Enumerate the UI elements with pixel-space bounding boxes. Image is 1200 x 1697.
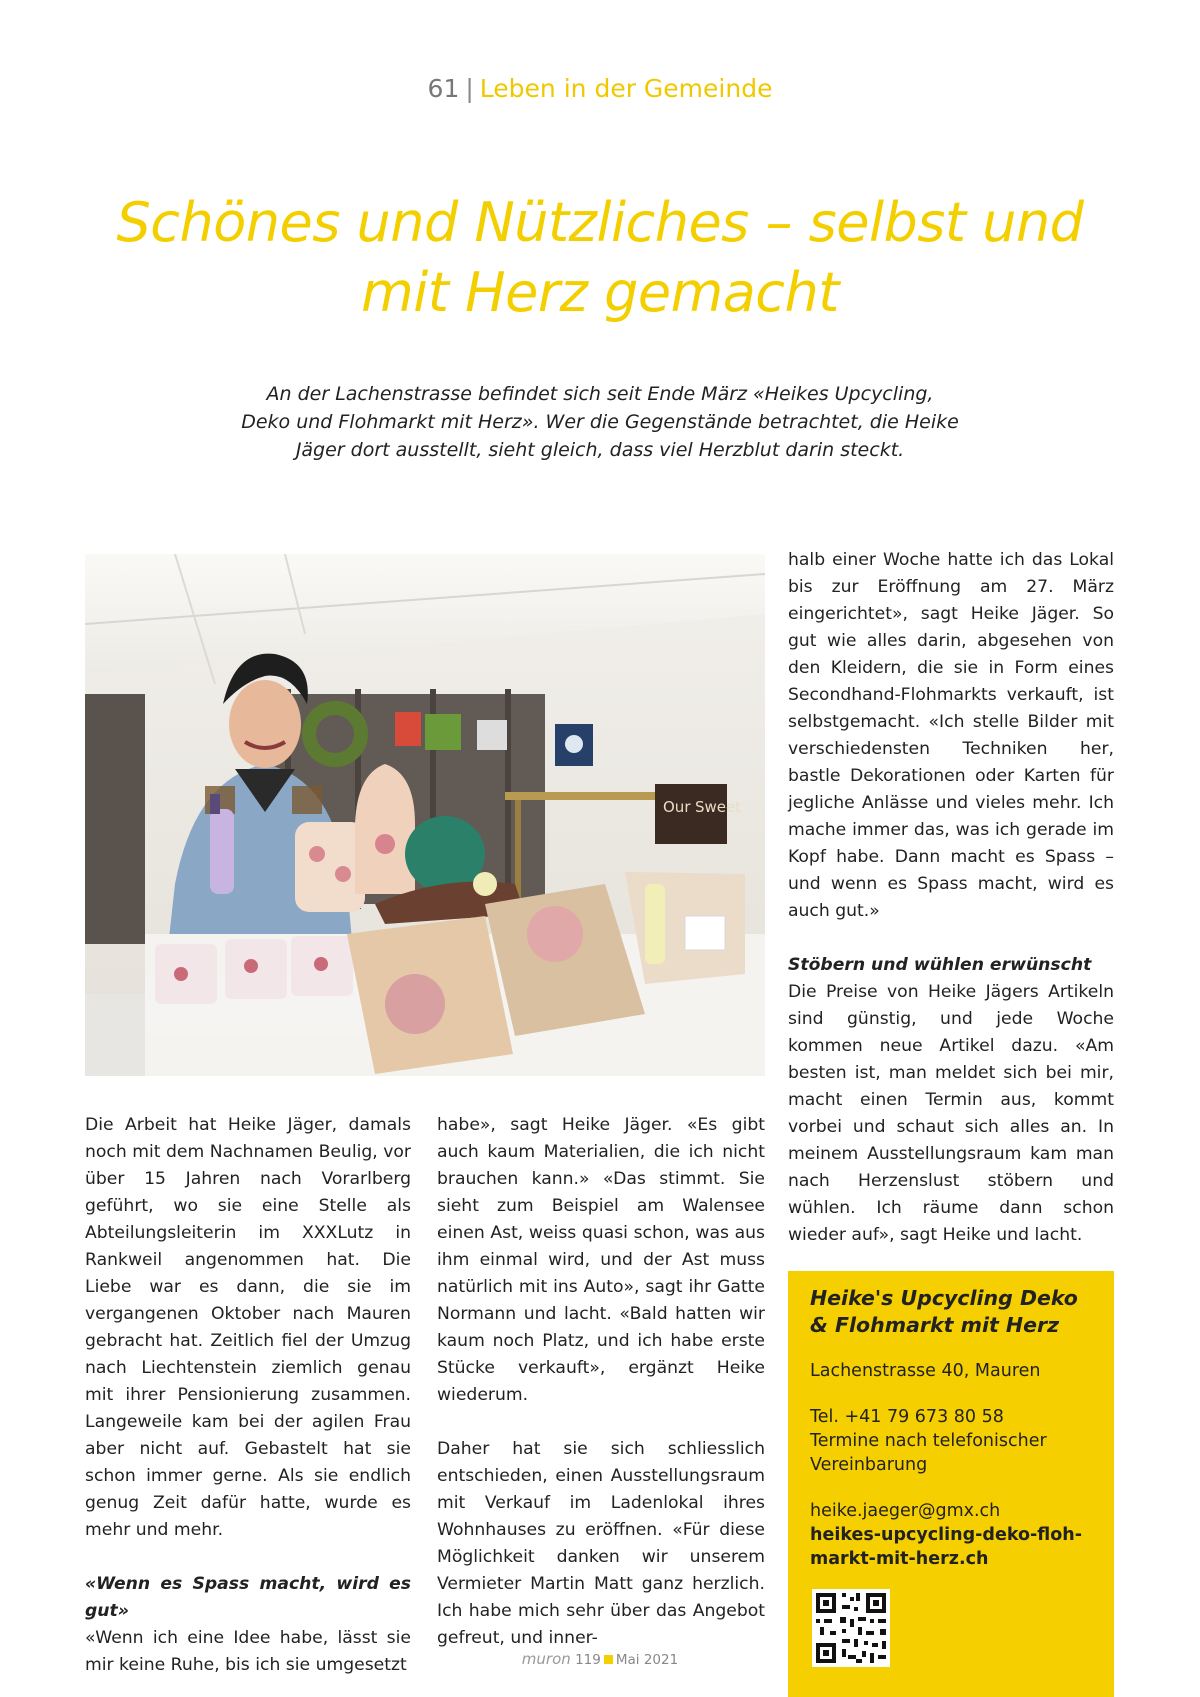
header-separator: | [465,74,474,103]
infobox-appointment-1: Termine nach telefonischer [810,1431,1047,1451]
page-header [0,74,1200,103]
issue-number: 119 [575,1652,601,1668]
col2-paragraph-1: habe», sagt Heike Jäger. «Es gibt auch kaum Materialien, die ich nicht brauchen kann.» «Das stimmt. Sie sieht zum Beispiel am Walensee einen Ast, weiss quasi schon, was aus ihm einmal wird, und der Ast muss natürlich mit ins Auto», sagt ihr Gatte Normann und lacht. «Bald hatten wir kaum noch Platz, und ich habe erste Stücke verkauft», ergänzt Heike wiederum. [437,1115,765,1405]
page-number: 61 [427,74,460,103]
text-column-1 [85,1112,411,1679]
infobox-website-link-1[interactable]: heikes-upcycling-deko-floh- [810,1525,1082,1545]
photo-illustration [85,554,765,1076]
infobox-address: Lachenstrasse 40, Mauren [810,1361,1041,1381]
col1-paragraph-1: Die Arbeit hat Heike Jäger, damals noch mit dem Nachnamen Beulig, vor über 15 Jahren nach Vorarlberg geführt, wo sie eine Stelle als Abteilungsleiterin im XXXLutz in Rankweil angenommen hat. Die Liebe war es dann, die sie im vergangenen Oktober nach Mauren gebracht hat. Zeitlich fiel der Umzug nach Liechtenstein ziemlich genau mit ihrer Pensionierung zusammen. Langeweile kam bei der agilen Frau aber nicht auf. Gebastelt hat sie schon immer gerne. Als sie endlich genug Zeit dafür hatte, wurde es mehr und mehr. [85,1115,411,1540]
infobox-appointment-2: Vereinbarung [810,1455,928,1475]
col1-subheading: «Wenn es Spass macht, wird es gut» [85,1574,411,1621]
col2-paragraph-2: Daher hat sie sich schliesslich entschieden, einen Ausstellungsraum mit Verkauf im Ladenlokal ihres Wohnhauses zu eröffnen. «Für diese Möglichkeit danken wir unserem Vermieter Martin Matt ganz herzlich. Ich habe mich sehr über das Angebot gefreut, und inner- [437,1439,765,1648]
infobox-website-link-2[interactable]: markt-mit-herz.ch [810,1549,989,1569]
magazine-name: muron [521,1650,571,1668]
article-photo [85,554,765,1076]
infobox-email-link[interactable]: heike.jaeger@gmx.ch [810,1501,1001,1521]
svg-text:Sweet: Sweet [695,798,742,816]
page-footer [0,1650,1200,1668]
footer-square-icon [604,1655,613,1664]
col1-paragraph-2: «Wenn ich eine Idee habe, lässt sie mir keine Ruhe, bis ich sie umgesetzt [85,1628,411,1675]
infobox-title: Heike's Upcycling Deko & Flohmarkt mit Herz [810,1286,1078,1337]
section-name: Leben in der Gemeinde [479,74,773,103]
col3-paragraph-1: halb einer Woche hatte ich das Lokal bis zur Eröffnung am 27. März eingerichtet», sagt Heike Jäger. So gut wie alles darin, abgesehen von den Kleidern, die sie in Form eines Secondhand-Flohmarkts verkauft, ist selbstgemacht. «Ich stelle Bilder mit verschiedensten Techniken her, bastle Dekorationen oder Karten für jegliche Anlässe und vieles mehr. Ich mache immer das, was ich gerade im Kopf habe. Dann macht es Spass – und wenn es Spass macht, wird es auch gut.» [788,550,1114,921]
issue-date: Mai 2021 [615,1652,679,1668]
text-column-2 [437,1112,765,1652]
contact-infobox [788,1271,1114,1697]
article-title: Schönes und Nützliches – selbst und mit Herz gemacht [116,191,1084,324]
infobox-phone[interactable]: Tel. +41 79 673 80 58 [810,1407,1004,1427]
col3-subheading: Stöbern und wühlen erwünscht [788,955,1092,975]
text-column-3 [788,547,1114,1249]
col3-paragraph-2: Die Preise von Heike Jägers Artikeln sind günstig, und jede Woche kommen neue Artikel dazu. «Am besten ist, man meldet sich bei mir, macht einen Termin aus, kommt vorbei und schaut sich alles an. In meinem Ausstellungsraum kam man nach Herzenslust stöbern und wühlen. Ich räume dann schon wieder auf», sagt Heike und lacht. [788,982,1114,1245]
article-lead: An der Lachenstrasse befindet sich seit Ende März «Heikes Upcycling, Deko und Flohmarkt mit Herz». Wer die Gegenstände betrachtet, die Heike Jäger dort ausstellt, sieht gleich, dass viel Herzblut darin steckt. [241,383,959,461]
photo-sign-text: Our [663,798,691,816]
